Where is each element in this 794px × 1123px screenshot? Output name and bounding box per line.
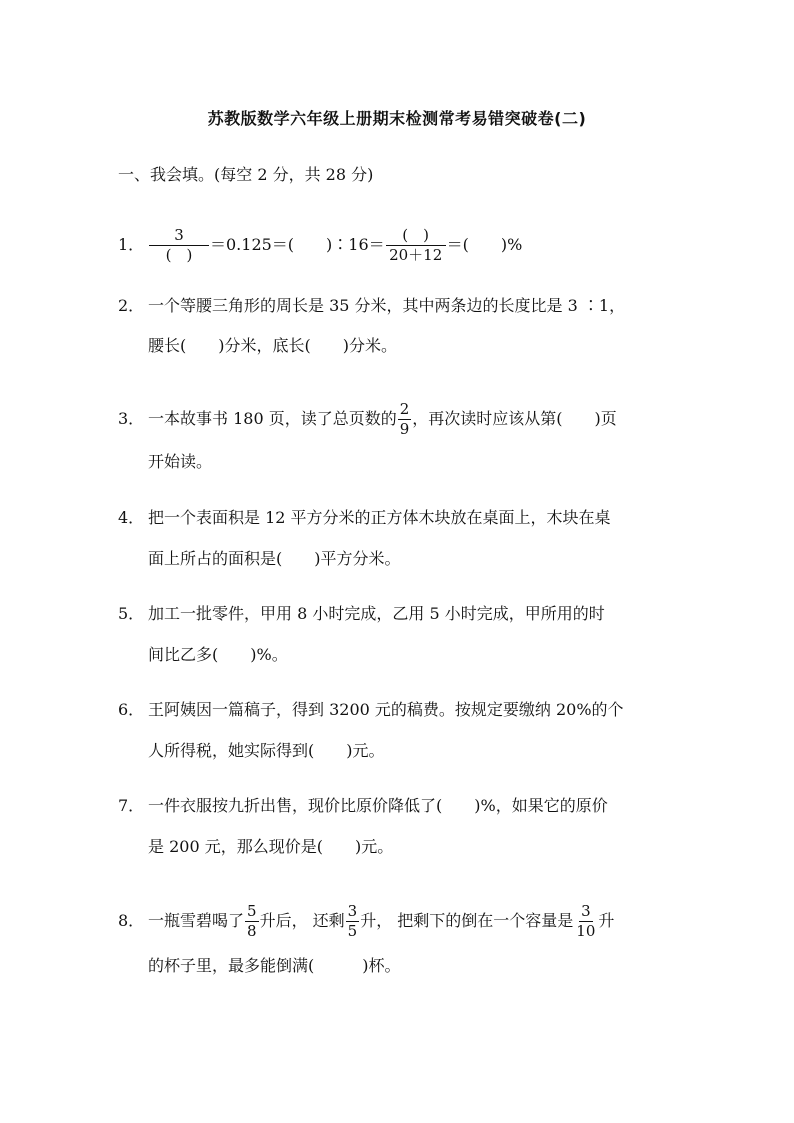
fraction-numerator: 3 xyxy=(347,902,358,920)
question-text: ＝0.125＝( )∶16＝ xyxy=(210,235,385,254)
question-8-line-2: 的杯子里，最多能倒满( )杯。 xyxy=(148,956,401,975)
question-text: 一个等腰三角形的周长是 35 分米，其中两条边的长度比是 3 ∶1， xyxy=(148,296,626,315)
question-5 xyxy=(118,604,605,624)
question-7-line-2: 是 200 元，那么现价是( )元。 xyxy=(148,837,394,856)
question-text: 一本故事书 180 页，读了总页数的 xyxy=(148,409,397,428)
fraction-3-over-10 xyxy=(574,902,597,941)
question-number: 5． xyxy=(118,604,145,623)
fraction-2-over-9 xyxy=(398,400,412,439)
page-title: 苏教版数学六年级上册期末检测常考易错突破卷(二) xyxy=(207,109,587,128)
question-text: 把一个表面积是 12 平方分米的正方体木块放在桌面上，木块在桌 xyxy=(148,508,611,527)
fraction-5-over-8 xyxy=(245,902,259,941)
question-6 xyxy=(118,700,624,720)
fraction-denominator: 10 xyxy=(576,922,596,940)
question-text: ，再次读时应该从第( )页 xyxy=(412,409,617,428)
question-text: 加工一批零件，甲用 8 小时完成，乙用 5 小时完成，甲所用的时 xyxy=(148,604,605,623)
question-number: 4． xyxy=(118,508,145,527)
question-4 xyxy=(118,508,611,528)
question-2-line-2: 腰长( )分米，底长( )分米。 xyxy=(148,336,397,355)
question-text: 王阿姨因一篇稿子，得到 3200 元的稿费。按规定要缴纳 20%的个 xyxy=(148,700,624,719)
fraction-denominator: 9 xyxy=(399,420,410,438)
question-number: 8． xyxy=(118,911,145,930)
fraction-3-over-blank xyxy=(149,226,209,265)
fraction-numerator: ( ) xyxy=(386,226,446,246)
question-8 xyxy=(118,902,614,941)
question-text: 升 xyxy=(598,911,615,930)
question-text: ＝( )% xyxy=(446,235,523,254)
question-number: 6． xyxy=(118,700,145,719)
question-5-line-2: 间比乙多( )%。 xyxy=(148,645,288,664)
question-3-line-2: 开始读。 xyxy=(148,452,213,471)
question-1 xyxy=(118,226,522,265)
question-7 xyxy=(118,796,608,816)
question-3 xyxy=(118,400,617,439)
question-text: 升， 把剩下的倒在一个容量是 xyxy=(360,911,574,930)
question-text: 升后， 还剩 xyxy=(259,911,345,930)
question-text: 一瓶雪碧喝了 xyxy=(148,911,245,930)
fraction-numerator: 2 xyxy=(399,400,410,418)
fraction-3-over-5 xyxy=(346,902,360,941)
fraction-denominator: 20＋12 xyxy=(389,246,443,264)
fraction-blank-over-sum xyxy=(386,226,446,265)
fraction-numerator: 5 xyxy=(247,902,257,920)
question-4-line-2: 面上所占的面积是( )平方分米。 xyxy=(148,549,401,568)
question-2 xyxy=(118,296,625,316)
question-number: 1． xyxy=(118,235,145,254)
section-heading: 一、我会填。(每空 2 分，共 28 分) xyxy=(118,165,374,184)
question-number: 2． xyxy=(118,296,145,315)
question-6-line-2: 人所得税，她实际得到( )元。 xyxy=(148,741,385,760)
fraction-denominator: 8 xyxy=(247,922,257,940)
fraction-numerator: 3 xyxy=(581,902,591,920)
fraction-denominator: 5 xyxy=(347,922,358,940)
question-number: 3． xyxy=(118,409,145,428)
question-text: 一件衣服按九折出售，现价比原价降低了( )%，如果它的原价 xyxy=(148,796,608,815)
fraction-numerator: 3 xyxy=(149,226,209,246)
question-number: 7． xyxy=(118,796,145,815)
fraction-denominator: ( ) xyxy=(165,246,193,264)
